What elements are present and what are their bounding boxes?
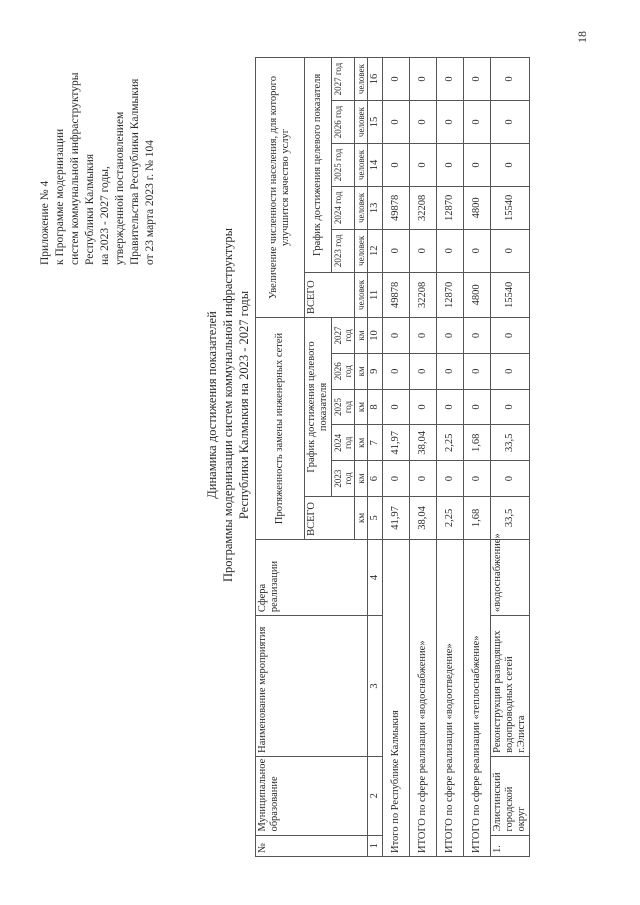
column-number: 11: [368, 272, 383, 317]
km-cell: 2,25: [437, 425, 464, 461]
summary-row-heating: [464, 58, 491, 857]
year-header: 2025 год: [332, 143, 355, 186]
col-header-length: Протяженность замены инженерных сетей: [256, 318, 305, 540]
col-header-people: Увеличение численности населения, для которого улучшится качество услуг: [256, 58, 305, 318]
indicators-table: [255, 57, 530, 857]
km-cell: 0: [491, 461, 530, 497]
unit-km: км: [355, 318, 368, 354]
people-cell: 0: [383, 101, 410, 144]
summary-row-drainage: [437, 58, 464, 857]
item-row: [491, 58, 530, 857]
col-header-schedule-km: График достижения целевого показателя: [305, 318, 332, 497]
people-cell: 0: [464, 229, 491, 272]
summary-label: ИТОГО по сфере реализации «теплоснабжение»: [464, 539, 491, 856]
unit-km: км: [355, 461, 368, 497]
column-number: 8: [368, 389, 383, 425]
column-number: 5: [368, 496, 383, 539]
appendix-line: на 2023 - 2027 годы,: [99, 166, 111, 265]
appendix-line: Республики Калмыкия: [84, 153, 96, 265]
km-cell: 41,97: [383, 425, 410, 461]
km-cell: 0: [437, 318, 464, 354]
item-municipal: Элистинский городской округ: [491, 756, 530, 835]
km-cell: 0: [464, 318, 491, 354]
km-cell: 0: [464, 353, 491, 389]
people-cell: 0: [437, 101, 464, 144]
col-header-total-km: ВСЕГО: [305, 496, 355, 539]
year-header: 2023 год: [332, 229, 355, 272]
appendix-line: от 23 марта 2023 г. № 104: [144, 139, 156, 265]
column-number: 14: [368, 143, 383, 186]
summary-row-water-supply: [410, 58, 437, 857]
people-cell: 0: [437, 229, 464, 272]
column-number: 13: [368, 186, 383, 229]
people-cell: 0: [437, 58, 464, 101]
km-cell: 1,68: [464, 425, 491, 461]
appendix-line: утвержденной постановлением: [114, 111, 126, 265]
item-event: Реконструкция разводящих водопроводных сетей г.Элиста: [491, 616, 530, 757]
km-cell: 41,97: [383, 496, 410, 539]
people-cell: 0: [410, 58, 437, 101]
km-cell: 0: [383, 461, 410, 497]
km-cell: 0: [491, 389, 530, 425]
column-number: 9: [368, 353, 383, 389]
people-cell: 12870: [437, 186, 464, 229]
unit-people: человек: [355, 143, 368, 186]
people-cell: 15540: [491, 186, 530, 229]
people-cell: 0: [383, 143, 410, 186]
column-number: 15: [368, 101, 383, 144]
km-cell: 0: [491, 353, 530, 389]
item-num: 1.: [491, 835, 530, 856]
people-cell: 4800: [464, 186, 491, 229]
column-number: 10: [368, 318, 383, 354]
people-cell: 0: [383, 58, 410, 101]
summary-label: Итого по Республике Калмыкия: [383, 539, 410, 856]
appendix-line: к Программе модернизации: [54, 128, 66, 265]
km-cell: 33,5: [491, 425, 530, 461]
year-header: 2024 год: [332, 186, 355, 229]
col-header-total-people: ВСЕГО: [305, 272, 355, 317]
people-cell: 0: [464, 101, 491, 144]
unit-km: км: [355, 496, 368, 539]
title-line: Республики Калмыкия на 2023 - 2027 годы: [237, 290, 251, 520]
people-cell: 0: [383, 229, 410, 272]
appendix-note: [38, 5, 158, 265]
year-header: 2024 год: [332, 425, 355, 461]
summary-label: ИТОГО по сфере реализации «водоотведение»: [437, 539, 464, 856]
year-header: 2026 год: [332, 353, 355, 389]
unit-people: человек: [355, 272, 368, 317]
people-cell: 49878: [383, 272, 410, 317]
document-title: [204, 55, 252, 755]
km-cell: 0: [437, 389, 464, 425]
unit-km: км: [355, 425, 368, 461]
header-row-1: [256, 58, 305, 857]
km-cell: 0: [464, 461, 491, 497]
summary-row-total: [383, 58, 410, 857]
km-cell: 2,25: [437, 496, 464, 539]
year-header: 2027 год: [332, 58, 355, 101]
km-cell: 0: [410, 353, 437, 389]
unit-people: человек: [355, 229, 368, 272]
km-cell: 0: [410, 389, 437, 425]
people-cell: 15540: [491, 272, 530, 317]
summary-label: ИТОГО по сфере реализации «водоснабжение»: [410, 539, 437, 856]
column-number: 6: [368, 461, 383, 497]
column-number: 1: [368, 835, 383, 856]
year-header: 2026 год: [332, 101, 355, 144]
km-cell: 0: [383, 353, 410, 389]
col-header-sphere: Сфера реализации: [256, 539, 368, 615]
year-header: 2025 год: [332, 389, 355, 425]
km-cell: 0: [437, 461, 464, 497]
people-cell: 0: [410, 143, 437, 186]
km-cell: 0: [410, 461, 437, 497]
column-number: 7: [368, 425, 383, 461]
people-cell: 0: [437, 143, 464, 186]
km-cell: 0: [437, 353, 464, 389]
page-number: 18: [575, 31, 589, 43]
km-cell: 0: [383, 389, 410, 425]
column-number: 2: [368, 756, 383, 835]
people-cell: 0: [464, 58, 491, 101]
people-cell: 0: [491, 143, 530, 186]
appendix-line: систем коммунальной инфраструктуры: [69, 72, 81, 265]
people-cell: 0: [464, 143, 491, 186]
year-header: 2023 год: [332, 461, 355, 497]
title-line: Динамика достижения показателей: [205, 311, 219, 499]
column-number-row: [368, 58, 383, 857]
column-number: 4: [368, 539, 383, 615]
col-header-schedule-people: График достижения целевого показателя: [305, 58, 332, 273]
column-number: 3: [368, 616, 383, 757]
people-cell: 0: [410, 229, 437, 272]
col-header-event: Наименование мероприятия: [256, 616, 368, 757]
col-header-municipal: Муниципальное образование: [256, 756, 368, 835]
km-cell: 38,04: [410, 425, 437, 461]
appendix-line: Приложение № 4: [39, 180, 51, 265]
unit-km: км: [355, 353, 368, 389]
col-header-num: №: [256, 835, 368, 856]
unit-people: человек: [355, 101, 368, 144]
people-cell: 0: [491, 58, 530, 101]
unit-people: человек: [355, 58, 368, 101]
km-cell: 0: [410, 318, 437, 354]
unit-km: км: [355, 389, 368, 425]
people-cell: 0: [491, 101, 530, 144]
item-sphere: «водоснабжение»: [491, 539, 530, 615]
km-cell: 0: [491, 318, 530, 354]
title-line: Программы модернизации систем коммунальной инфраструктуры: [221, 227, 235, 583]
people-cell: 12870: [437, 272, 464, 317]
people-cell: 32208: [410, 272, 437, 317]
km-cell: 1,68: [464, 496, 491, 539]
unit-people: человек: [355, 186, 368, 229]
appendix-line: Правительства Республики Калмыкия: [129, 78, 141, 265]
people-cell: 0: [410, 101, 437, 144]
column-number: 12: [368, 229, 383, 272]
people-cell: 49878: [383, 186, 410, 229]
km-cell: 38,04: [410, 496, 437, 539]
km-cell: 0: [383, 318, 410, 354]
column-number: 16: [368, 58, 383, 101]
year-header: 2027 год: [332, 318, 355, 354]
people-cell: 32208: [410, 186, 437, 229]
km-cell: 33,5: [491, 496, 530, 539]
people-cell: 0: [491, 229, 530, 272]
km-cell: 0: [464, 389, 491, 425]
people-cell: 4800: [464, 272, 491, 317]
